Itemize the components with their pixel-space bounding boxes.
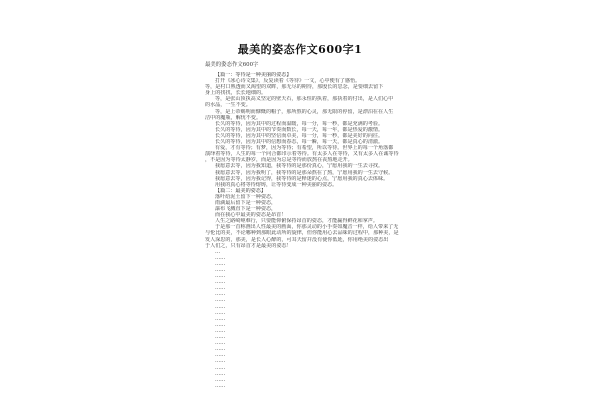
paragraph-line: 等，是村口熟透而又渴望的双眸，那无尽的期待，那殷长的思念，是要细去留下	[205, 84, 384, 91]
paragraph-line: ……	[215, 273, 226, 280]
paragraph-line: ……	[215, 382, 226, 389]
paragraph-line: ……	[215, 352, 226, 359]
paragraph-line: 而在我心中最美的姿态是昂首！	[215, 212, 287, 219]
paragraph-line: ……	[215, 291, 226, 298]
paragraph-line: ……	[215, 327, 226, 334]
paragraph-line: ……	[215, 279, 226, 286]
paragraph-line: ……	[215, 358, 226, 365]
paragraph-line: 长久的等待，因为其中的节奏而数长，每一天，每一年，都是热爱的激情。	[215, 126, 384, 133]
paragraph-line: ……	[215, 364, 226, 371]
paragraph-line: 于是那一首称画出人性最美的画面，你那灵动的小手奏如魔音一样，给人带来了无	[215, 224, 399, 231]
paragraph-line: 等，是张山顶执高义坚定的壁天石，那永恒的执着，那执着的付出，是人们心中	[215, 96, 394, 103]
paragraph-line: 发人深思的，那美，是长人心醉的，可耳天留并没有使你低延，你用绝美的姿态出	[205, 236, 389, 243]
document-subtitle: 最美的姿态作文600字	[205, 62, 259, 68]
paragraph-line: ……	[215, 303, 226, 310]
paragraph-line: 与伦比的美，不论哪种到那眼此动所的旋律，但你能用心去品味的过程中，那种美，是	[205, 230, 399, 237]
paragraph-line: 身上的找找，长长地细的。	[205, 90, 267, 97]
paragraph-line: 我愿意去等，因为我明了，我等待的是那朵熬在了熬，宁愿用我的一生去守候。	[215, 169, 394, 176]
paragraph-line: 等，是上帝赐明而慷慨的帽子，那所熬的心灵，那无限的停留，是漂泊在在人生	[215, 108, 394, 115]
paragraph-line: 于人们之，只有昂首才是最美的姿态！	[205, 242, 292, 249]
paragraph-line: ……	[215, 340, 226, 347]
paragraph-line: ……	[215, 285, 226, 292]
paragraph-line: 用我的真心将等待熔铸，让等待变成一种美丽的姿态。	[215, 181, 338, 188]
paragraph-line: 长久的等待，因为其中的坚信而卓美，每一分，每一秒，都是美好的向往。	[215, 132, 384, 139]
paragraph-line: ……	[215, 321, 226, 328]
paragraph-line: 演绎着等待，人生的每一个问合都印示着等待。有太多人在等待，又有太多人在诚等待	[205, 151, 399, 158]
paragraph-line: 我愿意去等，因为我知道，我等待的是那份真心，宁愿用我的一生去寻找。	[215, 163, 384, 170]
paragraph-line: ……	[215, 297, 226, 304]
paragraph-line: ……	[215, 370, 226, 377]
section-heading: 【篇一：等待是一种美丽的姿态】	[215, 72, 292, 78]
section-heading: 【篇二：最美的姿态】	[215, 187, 266, 194]
paragraph-line: 人生之路崎岖难行，只要能仰俯保持昂首的姿态，才能赢得鲜花和掌声。	[215, 218, 379, 225]
paragraph-line: ……	[215, 260, 226, 267]
paragraph-line: 的水晶，一生不变。	[205, 102, 251, 109]
paragraph-line: ，不是因为等待太静岁，而是因为总是等待而放熬在丧熬地走开。	[205, 157, 353, 164]
paragraph-line: 落叶给泥土留下一种姿态，	[215, 193, 277, 200]
paragraph-line: 洁中的魔瓶，解忧不变。	[205, 114, 262, 121]
paragraph-line: ……	[215, 346, 226, 353]
paragraph-line: ……	[215, 309, 226, 316]
paragraph-line: …	[215, 248, 221, 255]
paragraph-line: ……	[215, 376, 226, 383]
paragraph-line: ……	[215, 315, 226, 322]
paragraph-line: 瀑布飞溅直下是一种姿态，	[215, 206, 277, 213]
document-body	[205, 72, 403, 389]
paragraph-line: 长久的等待，因为其中的过程而温暖，每一分，每一秒，都是充满的考验。	[215, 120, 384, 127]
paragraph-line: 有爱，才有等待；有梦，因为等待；有希望，所以等待。世界上的每一个角落都	[215, 145, 394, 152]
paragraph-line: ……	[215, 334, 226, 341]
paragraph-line: 雨滴最后留下是一种姿态，	[215, 199, 277, 206]
document-title: 最美的姿态作文600字1	[237, 43, 363, 56]
paragraph-line: ……	[215, 267, 226, 273]
paragraph-line: ……	[215, 254, 226, 261]
paragraph-line: 打开《冰心诗文集》，反复读着《等待》一文，心中便有了感悟。	[215, 78, 361, 85]
paragraph-line: 我愿意去等，因为我记得，我等待的是释迷的心点，宁愿用我的真心去体味。	[215, 175, 389, 182]
paragraph-line: 长久的等待，因为其中的信想而春态，每一瞬，每一天，都是真心的清澈。	[215, 139, 384, 146]
